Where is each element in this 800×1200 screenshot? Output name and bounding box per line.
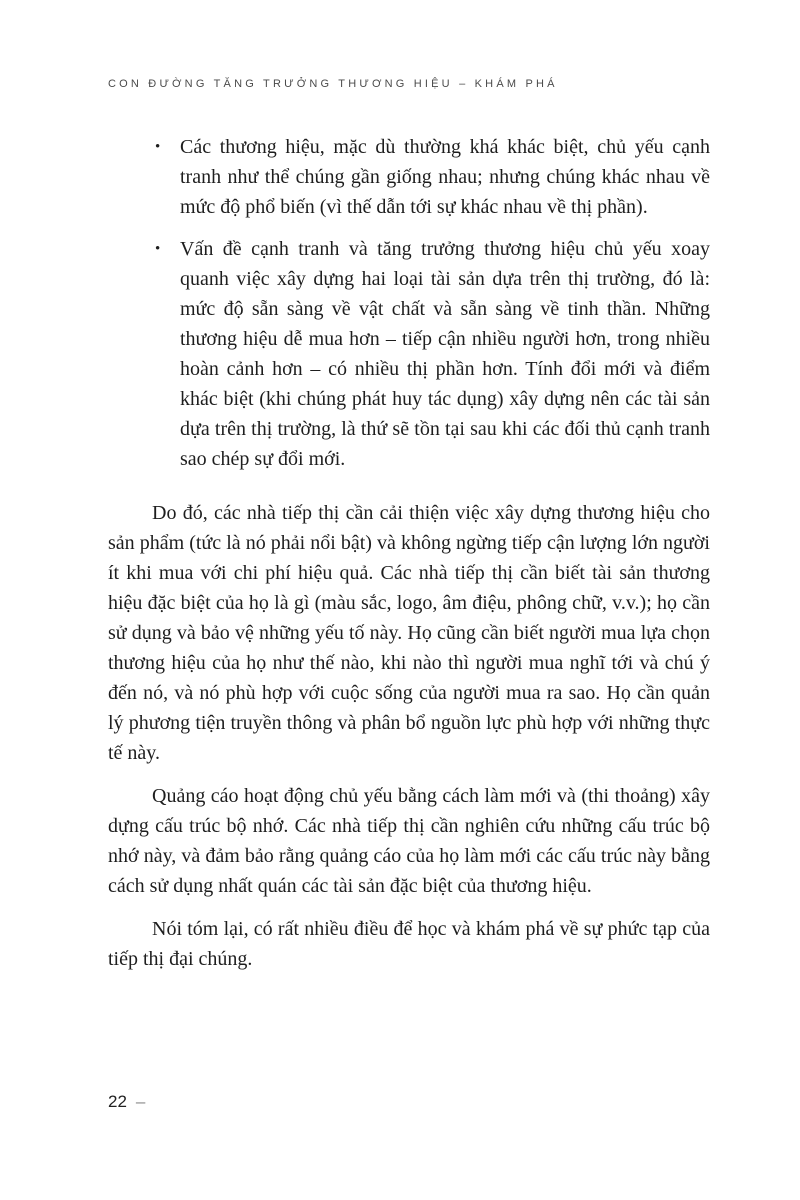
bullet-text: Các thương hiệu, mặc dù thường khá khác biệt, chủ yếu cạnh tranh như thể chúng gần giống nhau; nhưng chúng khác nhau về mức độ phổ biến (vì thế dẫn tới sự khác nhau về thị phần). — [180, 136, 710, 218]
page-number: 22 — [108, 1092, 127, 1111]
running-header: CON ĐƯỜNG TĂNG TRƯỞNG THƯƠNG HIỆU – KHÁM PHÁ — [108, 78, 558, 90]
paragraph: Quảng cáo hoạt động chủ yếu bằng cách làm mới và (thi thoảng) xây dựng cấu trúc bộ nhớ. Các nhà tiếp thị cần nghiên cứu những cấu trúc bộ nhớ này, và đảm bảo rằng quảng cáo của họ làm mới các cấu trúc này bằng cách sử dụng nhất quán các tài sản đặc biệt của thương hiệu. — [108, 785, 710, 897]
paragraph: Nói tóm lại, có rất nhiều điều để học và khám phá về sự phức tạp của tiếp thị đại chúng. — [108, 918, 710, 970]
bullet-icon: • — [155, 241, 161, 257]
bullet-icon: • — [155, 139, 161, 155]
paragraph: Do đó, các nhà tiếp thị cần cải thiện việc xây dựng thương hiệu cho sản phẩm (tức là nó phải nổi bật) và không ngừng tiếp cận lượng lớn người ít khi mua với chi phí hiệu quả. Các nhà tiếp thị cần biết tài sản thương hiệu đặc biệt của họ là gì (màu sắc, logo, âm điệu, phông chữ, v.v.); họ cần sử dụng và bảo vệ những yếu tố này. Họ cũng cần biết người mua lựa chọn thương hiệu của họ như thế nào, khi nào thì người mua nghĩ tới và chú ý đến nó, và nó phù hợp với cuộc sống của người mua ra sao. Họ cần quản lý phương tiện truyền thông và phân bổ nguồn lực phù hợp với những thực tế này. — [108, 502, 710, 764]
page-footer — [108, 1092, 145, 1112]
bullet-list — [108, 132, 710, 474]
footer-dash: – — [135, 1092, 146, 1111]
bullet-text: Vấn đề cạnh tranh và tăng trưởng thương hiệu chủ yếu xoay quanh việc xây dựng hai loại tài sản dựa trên thị trường, đó là: mức độ sẵn sàng về vật chất và sẵn sàng về tinh thần. Những thương hiệu dễ mua hơn – tiếp cận nhiều người hơn, trong nhiều hoàn cảnh hơn – có nhiều thị phần hơn. Tính đổi mới và điểm khác biệt (khi chúng phát huy tác dụng) xây dựng nên các tài sản dựa trên thị trường, là thứ sẽ tồn tại sau khi các đối thủ cạnh tranh sao chép sự đổi mới. — [180, 238, 710, 470]
list-item — [155, 234, 710, 474]
list-item — [155, 132, 710, 222]
